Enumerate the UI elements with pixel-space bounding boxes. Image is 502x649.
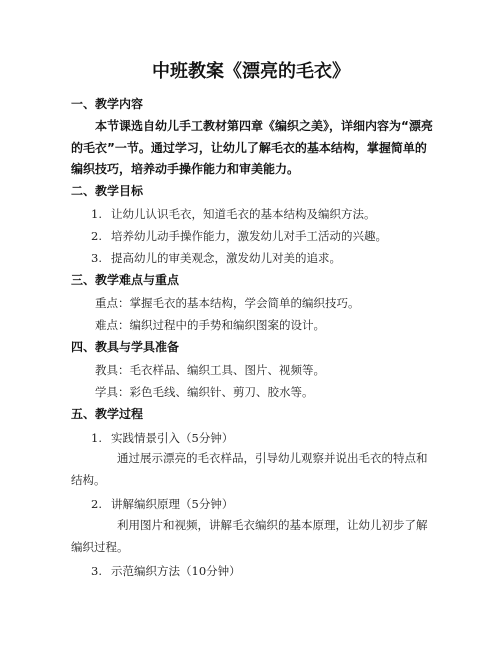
section-heading-objectives: 二、教学目标 — [71, 184, 144, 198]
item-text: 提高幼儿的审美观念，激发幼儿对美的追求。 — [111, 251, 341, 265]
objective-item — [91, 250, 341, 266]
section-heading-process: 五、教学过程 — [71, 407, 144, 421]
step-label: 讲解编织原理（5分钟） — [111, 497, 234, 511]
difficulty-line: 难点：编织过程中的手势和编织图案的设计。 — [95, 318, 325, 332]
learning-materials-line: 学具：彩色毛线、编织针、剪刀、胶水等。 — [95, 385, 314, 399]
document-title: 中班教案《漂亮的毛衣》 — [152, 61, 350, 82]
item-number: 2. — [91, 229, 102, 243]
objective-item — [91, 228, 387, 244]
step-number: 3. — [91, 564, 102, 578]
step-label: 实践情景引入（5分钟） — [111, 431, 234, 445]
key-point-line: 重点：掌握毛衣的基本结构，学会简单的编织技巧。 — [95, 296, 360, 310]
process-step-description: 利用图片和视频，讲解毛衣编织的基本原理，让幼儿初步了解编织过程。 — [71, 518, 428, 554]
item-number: 3. — [91, 251, 102, 265]
process-step-label — [91, 496, 233, 512]
step-number: 1. — [91, 431, 102, 445]
item-number: 1. — [91, 207, 102, 221]
process-step-label — [91, 563, 241, 579]
item-text: 培养幼儿动手操作能力，激发幼儿对手工活动的兴趣。 — [111, 229, 387, 243]
section-heading-materials: 四、教具与学具准备 — [71, 340, 180, 354]
process-step-label — [91, 430, 233, 446]
section-heading-content: 一、教学内容 — [71, 97, 144, 111]
step-number: 2. — [91, 497, 102, 511]
step-label: 示范编织方法（10分钟） — [111, 564, 241, 578]
teaching-aids-line: 教具：毛衣样品、编织工具、图片、视频等。 — [95, 363, 325, 377]
item-text: 让幼儿认识毛衣，知道毛衣的基本结构及编织方法。 — [111, 207, 376, 221]
objective-item — [91, 206, 376, 222]
section-content-body: 本节课选自幼儿手工教材第四章《编织之美》，详细内容为“漂亮的毛衣”一节。通过学习，让幼儿了解毛衣的基本结构，掌握简单的编织技巧，培养动手操作能力和审美能力。 — [71, 119, 433, 176]
process-step-description: 通过展示漂亮的毛衣样品，引导幼儿观察并说出毛衣的特点和结构。 — [71, 451, 428, 487]
section-heading-key-points: 三、教学难点与重点 — [71, 273, 180, 287]
